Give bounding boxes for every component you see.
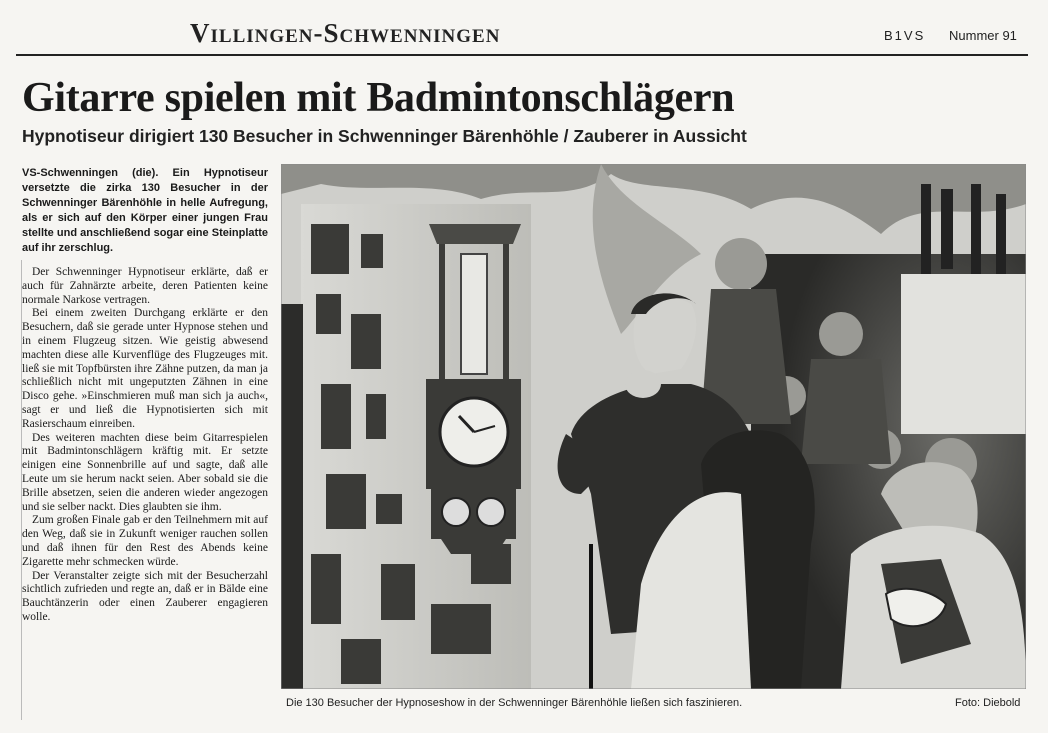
headline: Gitarre spielen mit Badmintonschlägern — [22, 75, 735, 121]
photo-caption: Die 130 Besucher der Hypnoseshow in der Schwenninger Bärenhöhle ließen sich faszinieren. — [286, 697, 743, 709]
article-photo — [281, 164, 1026, 689]
body-paragraph: Des weiteren machten diese beim Gitarrespielen mit Badmintonschlägern kräftig mit. Er setzte einigen eine Sonnenbrille auf und sagte, daß alle Leute um sie herum nackt seien. Aber sobald sie die Brille absetzen, seien die anderen wieder angezogen und sie selber nackt. Dies glaubten sie ihm. — [22, 431, 268, 513]
article-body — [22, 166, 268, 625]
masthead-rule — [16, 54, 1028, 56]
margin-line — [21, 260, 22, 720]
body-paragraph: Der Veranstalter zeigte sich mit der Besucherzahl sichtlich zufrieden und regte an, daß er in Bälde eine Bauchtänzerin oder einen Zauberer engagieren wolle. — [22, 569, 268, 623]
issue-number: Nummer 91 — [949, 28, 1017, 43]
section-title: Villingen-Schwenningen — [190, 18, 501, 48]
photo-credit: Foto: Diebold — [955, 697, 1021, 709]
body-paragraph: Zum großen Finale gab er den Teilnehmern mit auf den Weg, daß sie in Zukunft weniger rauchen sollen und daß ihnen für den Rest des Abends keine Zigarette mehr schmecken würde. — [22, 514, 268, 568]
subheadline: Hypnotiseur dirigiert 130 Besucher in Schwenninger Bärenhöhle / Zauberer in Aussicht — [22, 126, 747, 146]
body-paragraph: Der Schwenninger Hypnotiseur erklärte, daß er auch für Zahnärzte arbeite, deren Patienten keine normale Narkose vertragen. — [22, 266, 268, 306]
photo-illustration — [281, 164, 1026, 689]
lead-paragraph: VS-Schwenningen (die). Ein Hypnotiseur versetzte die zirka 130 Besucher in der Schwenninger Bärenhöhle in helle Aufregung, als er sich auf den Körper einer jungen Frau stellte und anschließend sogar eine Steinplatte auf ihr zerschlug. — [22, 167, 268, 254]
body-paragraph: Bei einem zweiten Durchgang erklärte er den Besuchern, daß sie gerade unter Hypnose stehen und in einem Flugzeug sitzen. Wie geistig abwesend machten diese alle Kurvenflüge des Flugzeuges mit. ließ sie mit Topfbürsten ihre Zähne putzen, da man ja schließlich nicht mit ungeputzten Zähnen in eine Disco gehe. »Einschmieren muß man sich ja auch«, sagt er und ließ die Hypnotisierten sich mit Rasierschaum einreiben. — [22, 307, 268, 430]
edition-code: B1VS — [884, 28, 926, 43]
clock-illustration — [426, 224, 521, 554]
